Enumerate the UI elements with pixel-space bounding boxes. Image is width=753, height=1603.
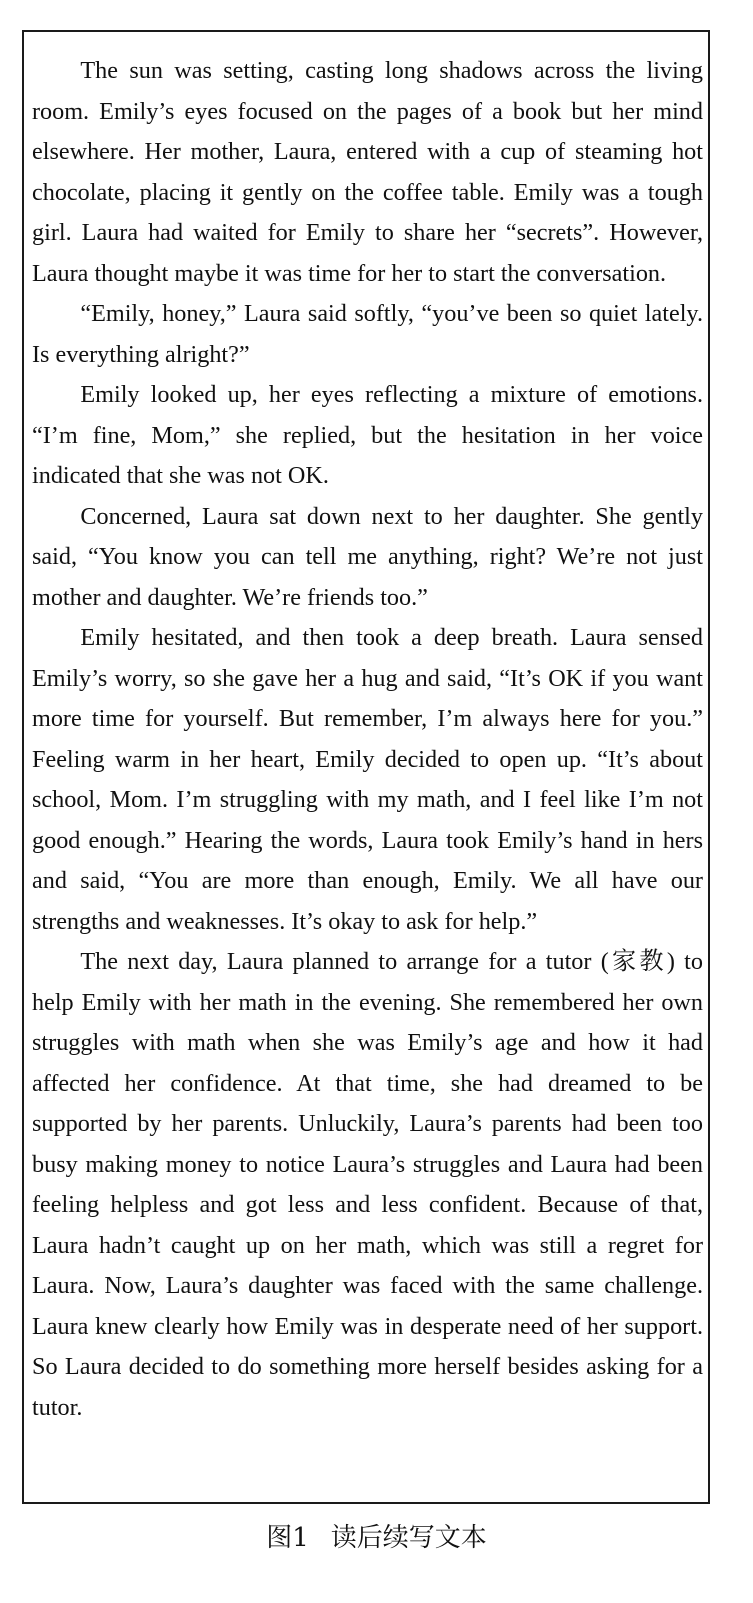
figure-caption (0, 1522, 753, 1554)
figure-title: 读后续写文本 (330, 1523, 487, 1553)
passage-paragraph-3: Emily looked up, her eyes reflecting a mixture of emotions. “I’m fine, Mom,” she replied, but the hesitation in her voice indicated that she was not OK. (32, 381, 703, 489)
passage-text (32, 51, 703, 1428)
passage-paragraph-2: “Emily, honey,” Laura said softly, “you’ve been so quiet lately. Is everything alright?” (32, 300, 703, 368)
passage-paragraph-5: Emily hesitated, and then took a deep breath. Laura sensed Emily’s worry, so she gave her a hug and said, “It’s OK if you want more time for yourself. But remember, I’m always here for you.” Feeling warm in her heart, Emily decided to open up. “It’s about school, Mom. I’m struggling with my math, and I feel like I’m not good enough.” Hearing the words, Laura took Emily’s hand in hers and said, “You are more than enough, Emily. We all have our strengths and weaknesses. It’s okay to ask for help.” (32, 624, 703, 935)
passage-paragraph-6: The next day, Laura planned to arrange for a tutor (家教) to help Emily with her math in the evening. She remembered her own struggles with math when she was Emily’s age and how it had affected her confidence. At that time, she had dreamed to be supported by her parents. Unluckily, Laura’s parents had been too busy making money to notice Laura’s struggles and Laura had been feeling helpless and got less and less confident. Because of that, Laura hadn’t caught up on her math, which was still a regret for Laura. Now, Laura’s daughter was faced with the same challenge. Laura knew clearly how Emily was in desperate need of her support. So Laura decided to do something more herself besides asking for a tutor. (32, 948, 703, 1421)
passage-paragraph-1: The sun was setting, casting long shadows across the living room. Emily’s eyes focused on the pages of a book but her mind elsewhere. Her mother, Laura, entered with a cup of steaming hot chocolate, placing it gently on the coffee table. Emily was a tough girl. Laura had waited for Emily to share her “secrets”. However, Laura thought maybe it was time for her to start the conversation. (32, 57, 703, 287)
figure-number: 图1 (266, 1523, 309, 1553)
passage-paragraph-4: Concerned, Laura sat down next to her daughter. She gently said, “You know you can tell me anything, right? We’re not just mother and daughter. We’re friends too.” (32, 502, 703, 611)
